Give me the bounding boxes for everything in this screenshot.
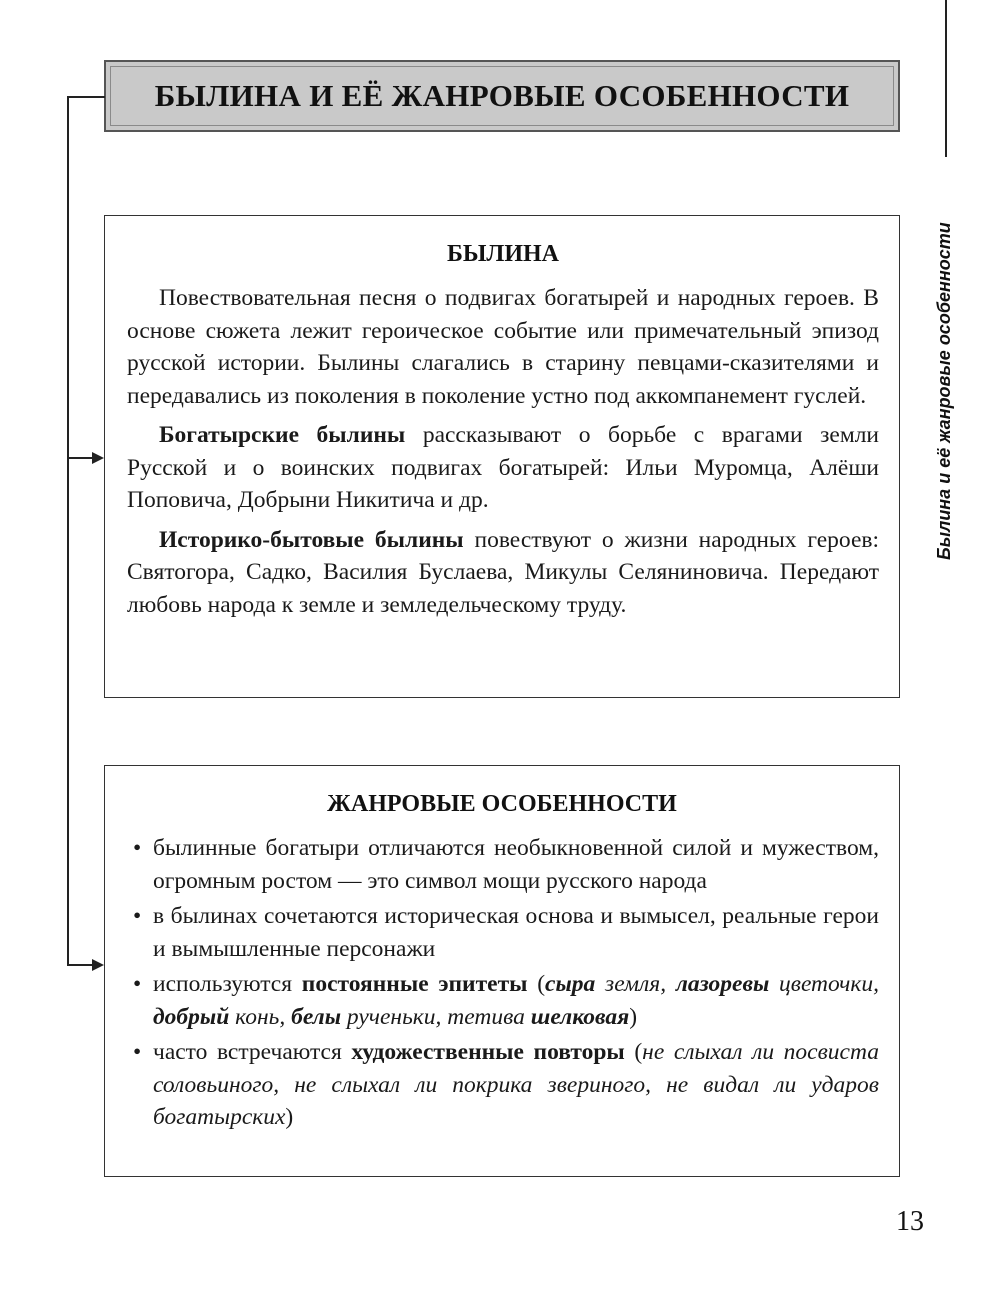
item-text: часто встречаются — [153, 1039, 352, 1065]
list-item — [125, 1036, 879, 1134]
connector-line — [67, 97, 69, 965]
page-number: 13 — [896, 1206, 924, 1237]
epithet-example: добрый — [153, 1003, 230, 1030]
example-text: цветочки, — [769, 971, 880, 997]
bylina-heading: БЫЛИНА — [447, 241, 559, 267]
list-item: • былинные богатыри отличаются необыкновенной силой и мужеством, огромным ростом — это символ мощи русского народа — [125, 832, 879, 897]
example-text: не слыхал ли посвиста соловьиного, не слыхал ли покрика звериного, не видал ли ударов богатырских — [153, 1039, 879, 1130]
connector-branch-1 — [67, 457, 93, 459]
bylina-definition-box — [104, 215, 900, 698]
genre-features-box — [104, 765, 900, 1177]
list-item — [125, 968, 879, 1033]
list-item: • в былинах сочетаются историческая основа и вымысел, реальные герои и вымышленные персонажи — [125, 900, 879, 965]
item-text: используются — [153, 971, 302, 997]
epithet-example: сыра — [545, 971, 596, 997]
term-epithets: постоянные эпитеты — [301, 971, 528, 997]
term-repetitions: художественные повторы — [351, 1039, 625, 1065]
margin-rule — [945, 0, 947, 157]
item-text: ( — [527, 971, 546, 997]
title-banner — [104, 60, 900, 132]
connector-top — [67, 96, 105, 98]
heroic-bylinas-paragraph — [127, 419, 879, 517]
historical-bylinas-paragraph — [127, 524, 879, 622]
heroic-bylinas-term: Богатырские былины — [159, 422, 406, 448]
item-text: ) — [285, 1104, 294, 1130]
epithet-example: лазоревы — [675, 971, 770, 997]
features-list — [125, 832, 879, 1134]
arrow-right-icon — [92, 452, 104, 464]
historical-bylinas-text: повествуют о жизни народных героев: Святогора, Садко, Василия Буслаева, Микулы Селяниновича. Передают любовь народа к земле и земледельческому труду. — [127, 526, 880, 618]
item-text: ( — [624, 1039, 643, 1065]
historical-bylinas-term: Историко-бытовые былины — [159, 526, 464, 553]
epithet-example: шелковая — [530, 1003, 630, 1030]
running-head: Былина и её жанровые особенности — [934, 222, 954, 560]
connector-branch-2 — [67, 964, 93, 966]
item-text: ) — [629, 1003, 638, 1030]
example-text: земля, — [595, 971, 676, 997]
page-title: БЫЛИНА И ЕЁ ЖАНРОВЫЕ ОСОБЕННОСТИ — [154, 78, 850, 113]
bylina-definition: Повествовательная песня о подвигах богатырей и народных героев. В основе сюжета лежит героическое событие или примечательный эпизод русской истории. Былины слагались в старину певцами-сказителями и передавались из поколения в поколение устно под аккомпанемент гуслей. — [127, 285, 879, 409]
arrow-right-icon — [92, 959, 104, 971]
example-text: конь, — [229, 1003, 292, 1030]
features-heading: ЖАНРОВЫЕ ОСОБЕННОСТИ — [327, 791, 677, 817]
epithet-example: белы — [291, 1003, 342, 1030]
example-text: рученьки, тетива — [341, 1003, 531, 1030]
heroic-bylinas-text: рассказывают о борьбе с врагами земли Русской и о воинских подвигах богатырей: Ильи Муромца, Алёши Поповича, Добрыни Никитича и др. — [127, 422, 879, 513]
